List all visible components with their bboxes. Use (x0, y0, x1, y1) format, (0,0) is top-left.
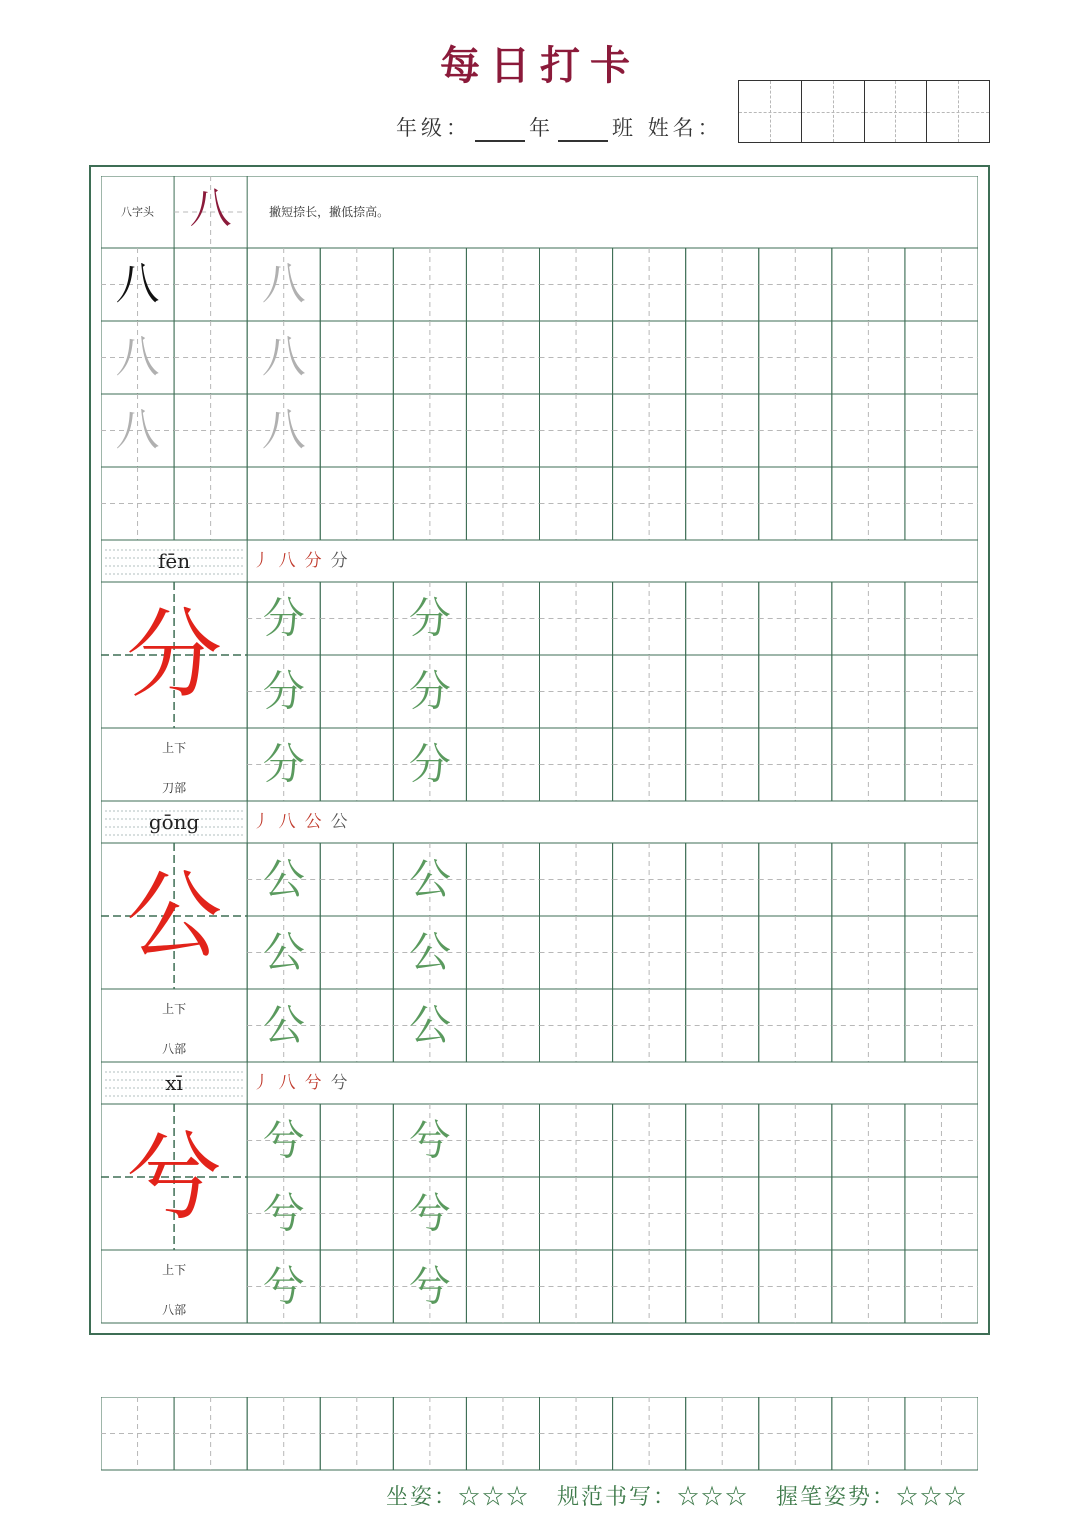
trace-char: 兮 (262, 1261, 305, 1311)
practice-char: 八 (261, 331, 306, 383)
stroke-order-step: 公 (304, 812, 322, 832)
trace-char: 兮 (262, 1188, 305, 1238)
stroke-order-step: 分 (330, 551, 348, 571)
practice-char: 八 (115, 404, 160, 456)
writing-rating: 规范书写：☆☆☆ (557, 1485, 750, 1510)
grade-input[interactable] (475, 122, 525, 142)
trace-char: 分 (408, 593, 451, 643)
trace-char: 分 (262, 593, 305, 643)
stroke-order-step: 兮 (330, 1073, 348, 1093)
name-writing-box[interactable] (738, 80, 990, 143)
bottom-writing-strip[interactable] (101, 1397, 978, 1471)
sitting-rating: 坐姿：☆☆☆ (386, 1485, 531, 1510)
class-input[interactable] (558, 122, 608, 142)
year-label: 年 (529, 116, 554, 140)
page-title: 每日打卡 (440, 42, 640, 89)
pinyin: gōng (148, 810, 200, 834)
trace-char: 分 (408, 666, 451, 716)
trace-char: 公 (262, 1000, 305, 1050)
student-info (396, 112, 723, 142)
practice-sheet (101, 176, 978, 1326)
name-cell[interactable] (739, 81, 802, 142)
char-header (101, 1062, 978, 1104)
radical-char: 八 (189, 183, 232, 233)
model-char: 兮 (126, 1121, 223, 1233)
trace-char: 分 (262, 666, 305, 716)
stroke-order-step: 八 (278, 551, 296, 571)
name-label: 姓名： (647, 116, 723, 140)
pinyin: xī (165, 1071, 183, 1095)
radical-tip: 撇短捺长，撇低捺高。 (269, 205, 390, 219)
practice-char: 八 (261, 258, 306, 310)
stroke-order-step: 八 (278, 812, 296, 832)
trace-char: 公 (262, 854, 305, 904)
structure-label: 上下 (162, 1002, 187, 1016)
trace-char: 公 (408, 927, 451, 977)
char-header (101, 540, 978, 582)
grade-label: 年级： (396, 116, 471, 140)
stroke-order-step: 兮 (304, 1073, 322, 1093)
class-label: 班 (612, 116, 637, 140)
trace-char: 分 (408, 739, 451, 789)
trace-char: 兮 (408, 1188, 451, 1238)
stroke-order-step: 丿 (252, 812, 270, 832)
trace-char: 兮 (262, 1115, 305, 1165)
model-char: 公 (126, 860, 223, 972)
trace-char: 公 (408, 854, 451, 904)
practice-char: 八 (115, 258, 160, 310)
practice-char: 八 (115, 331, 160, 383)
radical-label: 八部 (162, 1303, 187, 1317)
structure-label: 上下 (162, 741, 187, 755)
name-cell[interactable] (865, 81, 928, 142)
stroke-order-step: 丿 (252, 1073, 270, 1093)
radical-label: 刀部 (162, 781, 187, 795)
trace-char: 公 (262, 927, 305, 977)
trace-char: 兮 (408, 1115, 451, 1165)
evaluation-bar (386, 1480, 968, 1511)
name-cell[interactable] (802, 81, 865, 142)
trace-char: 兮 (408, 1261, 451, 1311)
grip-rating: 握笔姿势：☆☆☆ (776, 1485, 969, 1510)
name-cell[interactable] (927, 81, 989, 142)
stroke-order-step: 八 (278, 1073, 296, 1093)
stroke-order-step: 公 (330, 812, 348, 832)
radical-label: 八部 (162, 1042, 187, 1056)
trace-char: 分 (262, 739, 305, 789)
model-char: 分 (126, 599, 223, 711)
structure-label: 上下 (162, 1263, 187, 1277)
radical-name: 八字头 (121, 205, 155, 219)
stroke-order-step: 丿 (252, 551, 270, 571)
char-header (101, 801, 978, 843)
pinyin: fēn (158, 549, 191, 573)
stroke-order-step: 分 (304, 551, 322, 571)
trace-char: 公 (408, 1000, 451, 1050)
practice-char: 八 (261, 404, 306, 456)
